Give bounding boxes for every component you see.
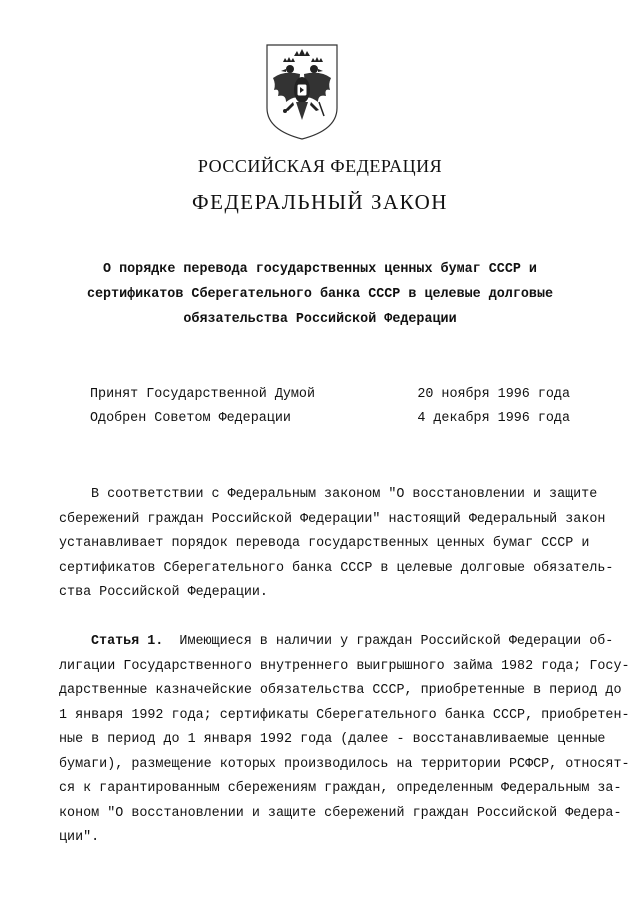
preamble-paragraph xyxy=(59,483,614,606)
council-approval-label: Одобрен Советом Федерации xyxy=(90,411,291,426)
preamble-line: устанавливает порядок перевода государственных ценных бумаг СССР и xyxy=(59,536,590,551)
law-title xyxy=(60,257,580,332)
preamble-line: сбережений граждан Российской Федерации" настоящий Федеральный закон xyxy=(59,511,606,527)
document-type: ФЕДЕРАЛЬНЫЙ ЗАКОН xyxy=(192,190,448,214)
law-title-line: О порядке перевода государственных ценных бумаг СССР и xyxy=(103,262,537,277)
article-line: 1 января 1992 года; сертификаты Сберегательного банка СССР, приобретен- xyxy=(59,707,630,723)
adoption-labels xyxy=(90,383,315,431)
article-line: ся к гарантированным сбережениям граждан, определенным Федеральным за- xyxy=(59,781,622,796)
article-line: бумаги), размещение которых производилось на территории РСФСР, относят- xyxy=(59,756,630,772)
article-line: ции". xyxy=(59,830,100,845)
country-name: РОССИЙСКАЯ ФЕДЕРАЦИЯ xyxy=(197,156,443,176)
article-1-paragraph xyxy=(59,630,630,851)
article-1-label: Статья 1. xyxy=(91,634,164,649)
article-line: коном "О восстановлении и защите сбережений граждан Российской Федера- xyxy=(59,805,622,821)
council-approval-date: 4 декабря 1996 года xyxy=(417,411,570,426)
adoption-dates xyxy=(380,383,570,431)
preamble-line: ства Российской Федерации. xyxy=(59,585,268,600)
preamble-line: сертификатов Сберегательного банка СССР в целевые долговые обязатель- xyxy=(59,560,614,576)
preamble-line: В соответствии с Федеральным законом "О восстановлении и защите xyxy=(91,487,598,502)
law-title-line: обязательства Российской Федерации xyxy=(183,312,457,327)
article-line: Статья 1. Имеющиеся в наличии у граждан Российской Федерации об- xyxy=(91,634,614,649)
article-line: лигации Государственного внутреннего выигрышного займа 1982 года; Госу- xyxy=(59,658,630,674)
double-headed-eagle-icon xyxy=(264,42,340,142)
article-line: дарственные казначейские обязательства СССР, приобретенные в период до xyxy=(59,683,622,698)
duma-adoption-label: Принят Государственной Думой xyxy=(90,387,315,402)
article-line: ные в период до 1 января 1992 года (далее - восстанавливаемые ценные xyxy=(59,732,606,747)
law-title-line: сертификатов Сберегательного банка СССР в целевые долговые xyxy=(86,287,554,302)
duma-adoption-date: 20 ноября 1996 года xyxy=(417,387,570,402)
